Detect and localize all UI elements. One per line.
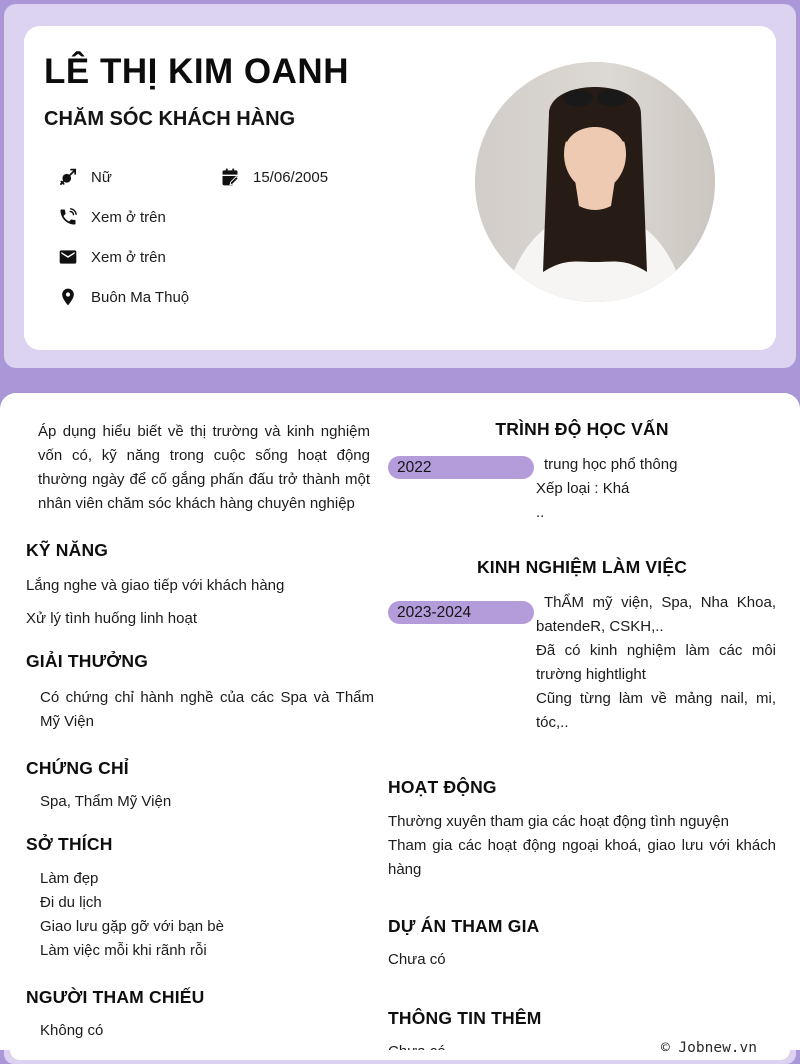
watermark-credit: © Jobnew.vn: [660, 1040, 757, 1056]
section-heading-certificates: CHỨNG CHỈ: [26, 758, 129, 778]
section-heading-activities: HOẠT ĐỘNG: [388, 777, 497, 797]
experience-details: [536, 591, 776, 735]
left-column: [26, 419, 382, 1064]
hobby-item: Đi du lịch: [40, 894, 102, 911]
education-grade: Xếp loại : Khá: [536, 480, 630, 497]
education-details: [536, 453, 776, 525]
address-field: [58, 287, 189, 307]
hobby-item: Giao lưu gặp gỡ với bạn bè: [40, 918, 224, 935]
section-heading-projects: DỰ ÁN THAM GIA: [388, 916, 540, 936]
activities-text: [388, 810, 776, 882]
birthday-field: [220, 167, 328, 187]
header-panel: [4, 4, 796, 368]
education-entry: [388, 453, 776, 525]
awards-text: Có chứng chỉ hành nghề của các Spa và Thẩm Mỹ Viện: [40, 689, 374, 730]
profile-photo: [475, 62, 715, 302]
phone-value: Xem ở trên: [91, 208, 166, 226]
experience-line: Cũng từng làm về mảng nail, mi, tóc,..: [536, 690, 776, 731]
skill-item: Lắng nghe và giao tiếp với khách hàng: [26, 577, 285, 594]
candidate-job-title: CHĂM SÓC KHÁCH HÀNG: [44, 108, 296, 130]
education-note: ..: [536, 504, 545, 521]
email-value: Xem ở trên: [91, 248, 166, 266]
summary-text: Áp dụng hiểu biết về thị trường và kinh nghiệm vốn có, kỹ năng trong cuộc sống hoạt động thường ngày để cố gắng phấn đấu trở thành một nhân viên chăm sóc khách hàng chuyên nghiệp: [38, 423, 370, 512]
hobby-item: Làm việc mỗi khi rãnh rỗi: [40, 942, 207, 959]
skill-item: Xử lý tình huống linh hoạt: [26, 610, 197, 627]
section-heading-awards: GIẢI THƯỞNG: [26, 651, 149, 671]
education-school: trung học phổ thông: [544, 456, 678, 473]
references-text: Không có: [40, 1022, 104, 1039]
page-top-frame: [0, 0, 800, 409]
education-period-pill: 2022: [388, 456, 534, 479]
cv-body: [0, 393, 800, 1064]
hobby-list: [26, 867, 382, 963]
section-heading-experience: KINH NGHIỆM LÀM VIỆC: [476, 557, 688, 577]
experience-period-pill: 2023-2024: [388, 601, 534, 624]
calendar-icon: [220, 167, 240, 187]
address-value: Buôn Ma Thuộ: [91, 288, 190, 306]
experience-line: ThẨM mỹ viện, Spa, Nha Khoa, batendeR, CSKH,..: [536, 594, 776, 635]
right-column: [388, 419, 788, 1064]
section-heading-education: TRÌNH ĐỘ HỌC VẤN: [495, 419, 669, 439]
phone-field: [58, 207, 166, 227]
projects-text: Chưa có: [388, 951, 446, 968]
info-row: [58, 277, 776, 317]
activities-line: Thường xuyên tham gia các hoạt động tình nguyện: [388, 813, 729, 830]
birthday-value: 15/06/2005: [253, 168, 329, 186]
gender-value: Nữ: [91, 168, 112, 186]
phone-icon: [58, 207, 78, 227]
section-heading-more-info: THÔNG TIN THÊM: [388, 1008, 542, 1028]
gender-icon: [58, 167, 78, 187]
section-heading-hobbies: SỞ THÍCH: [26, 834, 113, 854]
section-heading-skills: KỸ NĂNG: [26, 540, 109, 560]
experience-entry: [388, 591, 776, 735]
experience-line: Đã có kinh nghiệm làm các môi trường hightlight: [536, 642, 776, 683]
certificates-text: Spa, Thẩm Mỹ Viện: [40, 793, 172, 810]
email-icon: [58, 247, 78, 267]
gender-field: [58, 167, 220, 187]
hobby-item: Làm đẹp: [40, 870, 99, 887]
email-field: [58, 247, 166, 267]
candidate-name: LÊ THỊ KIM OANH: [44, 52, 349, 91]
section-heading-references: NGƯỜI THAM CHIẾU: [26, 987, 205, 1007]
header-card: [24, 26, 776, 350]
activities-line: Tham gia các hoạt động ngoại khoá, giao lưu với khách hàng: [388, 837, 776, 878]
location-icon: [58, 287, 78, 307]
